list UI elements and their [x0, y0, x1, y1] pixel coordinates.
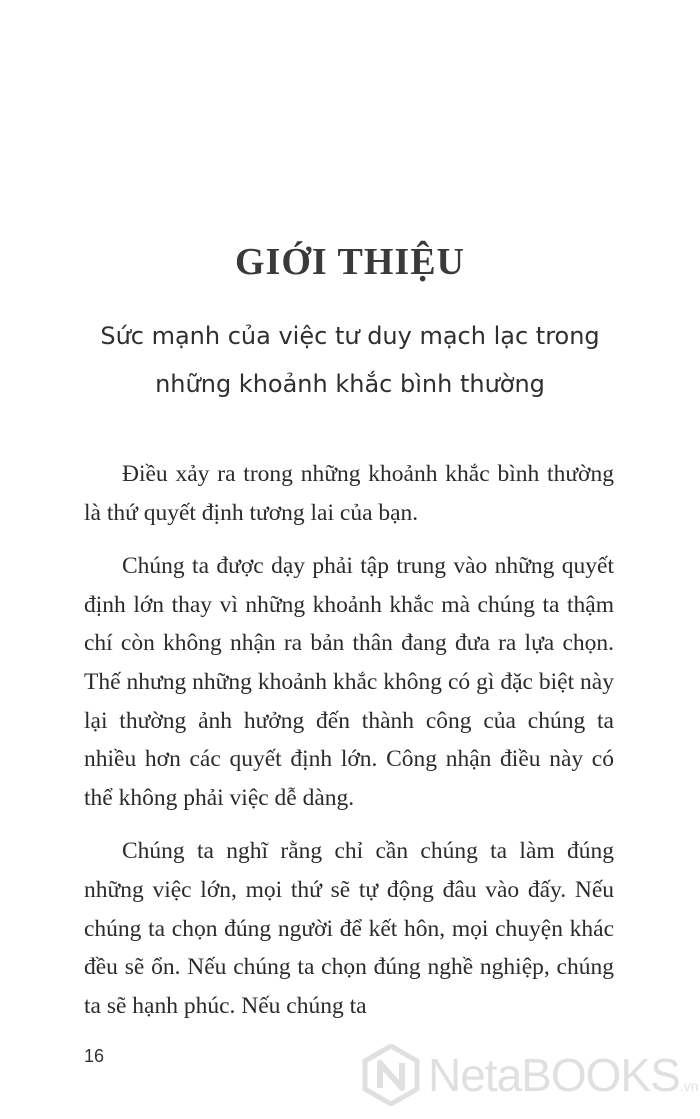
paragraph-1: Điều xảy ra trong những khoảnh khắc bình thường là thứ quyết định tương lai của bạn. — [84, 461, 614, 526]
subtitle-line-1: Sức mạnh của việc tư duy mạch lạc trong — [100, 322, 600, 350]
chapter-subtitle — [60, 312, 640, 408]
paragraph-2: Chúng ta được dạy phải tập trung vào những quyết định lớn thay vì những khoảnh khắc mà chúng ta thậm chí còn không nhận ra bản thân đang đưa ra lựa chọn. Thế nhưng những khoảnh khắc không có gì đặc biệt này lại thường ảnh hưởng đến thành công của chúng ta nhiều hơn các quyết định lớn. Công nhận điều này có thể không phải việc dễ dàng. — [84, 553, 614, 811]
watermark-suffix: .vn — [679, 1078, 699, 1094]
watermark-logo — [362, 1040, 699, 1110]
page-number: 16 — [84, 1046, 105, 1066]
watermark-brand: NetaBOOKS.vn — [428, 1049, 699, 1101]
paragraph-3: Chúng ta nghĩ rằng chỉ cần chúng ta làm đúng những việc lớn, mọi thứ sẽ tự động đâu vào đấy. Nếu chúng ta chọn đúng người để kết hôn, mọi chuyện khác đều sẽ ổn. Nếu chúng ta chọn đúng nghề nghiệp, chúng ta sẽ hạnh phúc. Nếu chúng ta — [84, 838, 614, 1019]
subtitle-line-2: những khoảnh khắc bình thường — [155, 370, 545, 398]
chapter-title: GIỚI THIỆU — [235, 241, 465, 283]
body-text — [84, 455, 614, 1040]
netabooks-logo-icon — [362, 1044, 420, 1106]
